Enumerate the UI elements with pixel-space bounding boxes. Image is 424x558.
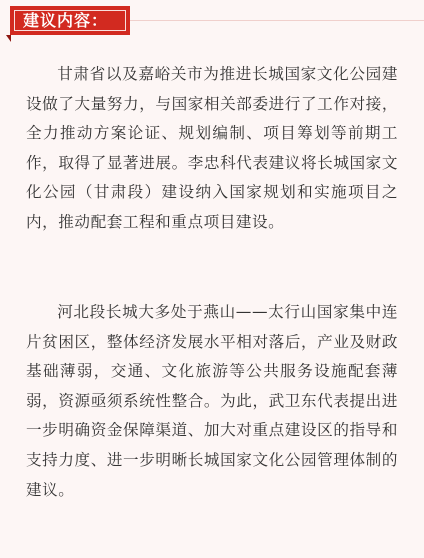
- section-heading: 建议内容：: [23, 11, 109, 30]
- paragraph-hebei: 河北段长城大多处于燕山——太行山国家集中连片贫困区，整体经济发展水平相对落后，产业及财政基础薄弱，交通、文化旅游等公共服务设施配套薄弱，资源亟须系统性整合。为此，武卫东代表提出进一步明确资金保障渠道、加大对重点建设区的指导和支持力度、进一步明晰长城国家文化公园管理体制的建议。: [26, 303, 398, 499]
- section-tag: [10, 6, 130, 35]
- paragraph-gansu: 甘肃省以及嘉峪关市为推进长城国家文化公园建设做了大量努力，与国家相关部委进行了工作对接，全力推动方案论证、规划编制、项目筹划等前期工作，取得了显著进展。李忠科代表建议将长城国家文化公园（甘肃段）建设纳入国家规划和实施项目之内，推动配套工程和重点项目建设。: [26, 65, 398, 231]
- header-rule: [130, 20, 424, 21]
- section-tag-fold: [6, 35, 11, 42]
